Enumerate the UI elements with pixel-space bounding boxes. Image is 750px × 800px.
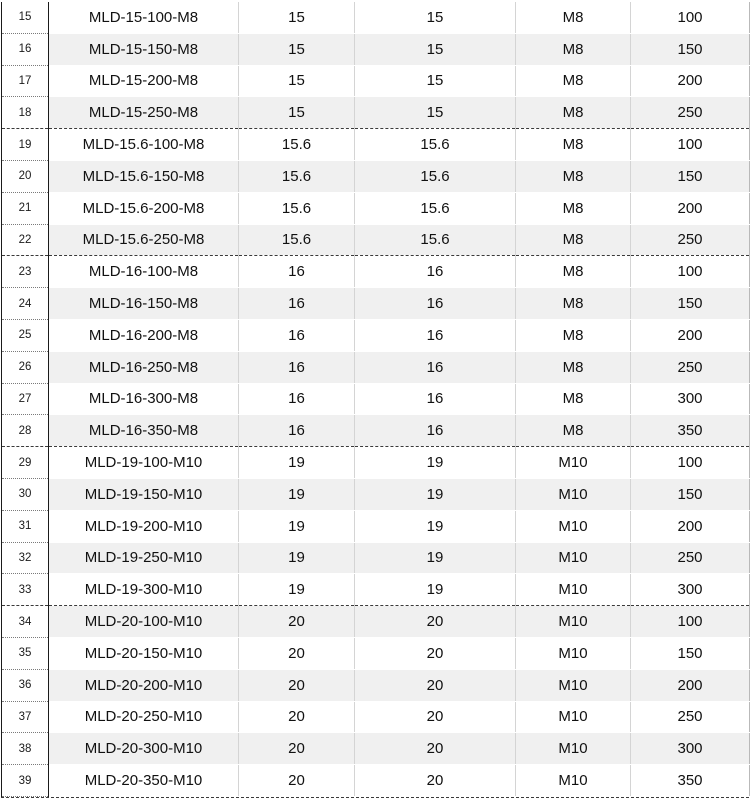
row-number[interactable]: 25 [2,319,49,351]
table-row[interactable] [2,288,750,320]
row-number[interactable]: 29 [2,447,49,479]
cell-model[interactable]: MLD-19-100-M10 [49,447,239,479]
cell-thread[interactable]: M8 [516,33,631,65]
cell-diameter-1[interactable]: 15 [239,33,355,65]
cell-length[interactable]: 350 [631,415,750,447]
cell-thread[interactable]: M8 [516,351,631,383]
cell-length[interactable]: 200 [631,65,750,97]
cell-model[interactable]: MLD-16-300-M8 [49,383,239,415]
cell-diameter-1[interactable]: 15 [239,2,355,33]
cell-thread[interactable]: M10 [516,733,631,765]
row-number[interactable]: 34 [2,606,49,638]
cell-diameter-1[interactable]: 16 [239,319,355,351]
cell-thread[interactable]: M8 [516,160,631,192]
cell-length[interactable]: 300 [631,733,750,765]
cell-diameter-1[interactable]: 16 [239,383,355,415]
table-row[interactable] [2,319,750,351]
cell-thread[interactable]: M10 [516,606,631,638]
cell-diameter-2[interactable]: 16 [355,351,516,383]
cell-model[interactable]: MLD-16-250-M8 [49,351,239,383]
cell-length[interactable]: 350 [631,765,750,797]
cell-diameter-1[interactable]: 15.6 [239,224,355,256]
cell-model[interactable]: MLD-16-150-M8 [49,288,239,320]
cell-length[interactable]: 250 [631,701,750,733]
row-number[interactable]: 28 [2,415,49,447]
cell-thread[interactable]: M8 [516,383,631,415]
table-row[interactable] [2,160,750,192]
table-row[interactable] [2,765,750,797]
cell-model[interactable]: MLD-19-150-M10 [49,478,239,510]
cell-diameter-2[interactable]: 15.6 [355,192,516,224]
cell-length[interactable]: 200 [631,319,750,351]
row-number[interactable]: 20 [2,160,49,192]
cell-diameter-1[interactable]: 20 [239,606,355,638]
cell-thread[interactable]: M8 [516,224,631,256]
cell-length[interactable]: 100 [631,256,750,288]
cell-diameter-1[interactable]: 16 [239,351,355,383]
cell-model[interactable]: MLD-15.6-250-M8 [49,224,239,256]
cell-model[interactable]: MLD-16-100-M8 [49,256,239,288]
row-number[interactable]: 22 [2,224,49,256]
cell-length[interactable]: 150 [631,478,750,510]
row-number[interactable]: 15 [2,2,49,33]
cell-diameter-2[interactable]: 20 [355,733,516,765]
row-number[interactable]: 36 [2,669,49,701]
cell-diameter-2[interactable]: 19 [355,542,516,574]
cell-diameter-1[interactable]: 19 [239,510,355,542]
table-row[interactable] [2,733,750,765]
cell-model[interactable]: MLD-19-300-M10 [49,574,239,606]
cell-diameter-2[interactable]: 15 [355,33,516,65]
cell-thread[interactable]: M10 [516,701,631,733]
cell-length[interactable]: 200 [631,192,750,224]
table-row[interactable] [2,669,750,701]
product-table [1,2,750,797]
cell-diameter-2[interactable]: 19 [355,510,516,542]
row-number[interactable]: 18 [2,97,49,129]
row-number[interactable]: 16 [2,33,49,65]
row-number[interactable]: 23 [2,256,49,288]
cell-diameter-1[interactable]: 20 [239,669,355,701]
row-number[interactable]: 21 [2,192,49,224]
cell-length[interactable]: 250 [631,97,750,129]
cell-thread[interactable]: M8 [516,65,631,97]
row-number[interactable]: 37 [2,701,49,733]
cell-diameter-1[interactable]: 15.6 [239,129,355,161]
cell-model[interactable]: MLD-15.6-200-M8 [49,192,239,224]
table-row[interactable] [2,97,750,129]
cell-diameter-2[interactable]: 15.6 [355,160,516,192]
cell-thread[interactable]: M8 [516,2,631,33]
cell-diameter-1[interactable]: 16 [239,256,355,288]
table-row[interactable] [2,606,750,638]
cell-thread[interactable]: M8 [516,97,631,129]
cell-length[interactable]: 300 [631,383,750,415]
cell-model[interactable]: MLD-15-250-M8 [49,97,239,129]
cell-thread[interactable]: M8 [516,319,631,351]
row-number[interactable]: 33 [2,574,49,606]
table-row[interactable] [2,415,750,447]
table-row[interactable] [2,129,750,161]
cell-model[interactable]: MLD-20-350-M10 [49,765,239,797]
row-number[interactable]: 27 [2,383,49,415]
cell-model[interactable]: MLD-15-100-M8 [49,2,239,33]
cell-diameter-2[interactable]: 20 [355,765,516,797]
cell-diameter-1[interactable]: 19 [239,478,355,510]
cell-model[interactable]: MLD-20-100-M10 [49,606,239,638]
table-body [2,2,750,796]
cell-length[interactable]: 300 [631,574,750,606]
table-row[interactable] [2,2,750,33]
cell-diameter-2[interactable]: 20 [355,669,516,701]
cell-thread[interactable]: M10 [516,765,631,797]
cell-diameter-2[interactable]: 20 [355,606,516,638]
cell-thread[interactable]: M8 [516,129,631,161]
cell-diameter-2[interactable]: 15 [355,97,516,129]
cell-diameter-2[interactable]: 16 [355,256,516,288]
row-number[interactable]: 31 [2,510,49,542]
cell-model[interactable]: MLD-15.6-100-M8 [49,129,239,161]
cell-diameter-1[interactable]: 15 [239,97,355,129]
cell-diameter-1[interactable]: 15.6 [239,160,355,192]
cell-length[interactable]: 250 [631,224,750,256]
cell-length[interactable]: 150 [631,160,750,192]
cell-diameter-1[interactable]: 19 [239,574,355,606]
table-row[interactable] [2,478,750,510]
cell-diameter-1[interactable]: 20 [239,733,355,765]
cell-model[interactable]: MLD-16-200-M8 [49,319,239,351]
cell-thread[interactable]: M10 [516,574,631,606]
row-number[interactable]: 30 [2,478,49,510]
cell-diameter-1[interactable]: 20 [239,701,355,733]
table-row[interactable] [2,256,750,288]
cell-thread[interactable]: M10 [516,542,631,574]
table-row[interactable] [2,192,750,224]
cell-length[interactable]: 250 [631,542,750,574]
cell-diameter-2[interactable]: 16 [355,415,516,447]
table-row[interactable] [2,383,750,415]
table-row[interactable] [2,574,750,606]
cell-model[interactable]: MLD-16-350-M8 [49,415,239,447]
group-separator-bottom [1,797,749,798]
table-row[interactable] [2,447,750,479]
cell-diameter-1[interactable]: 20 [239,765,355,797]
cell-length[interactable]: 150 [631,288,750,320]
cell-thread[interactable]: M8 [516,192,631,224]
cell-length[interactable]: 250 [631,351,750,383]
cell-length[interactable]: 100 [631,447,750,479]
table-row[interactable] [2,65,750,97]
table-row[interactable] [2,351,750,383]
row-number[interactable]: 38 [2,733,49,765]
cell-model[interactable]: MLD-20-200-M10 [49,669,239,701]
cell-diameter-1[interactable]: 20 [239,637,355,669]
cell-length[interactable]: 150 [631,637,750,669]
cell-thread[interactable]: M10 [516,669,631,701]
table-row[interactable] [2,701,750,733]
row-number[interactable]: 39 [2,765,49,797]
cell-thread[interactable]: M8 [516,415,631,447]
cell-length[interactable]: 100 [631,2,750,33]
row-number[interactable]: 26 [2,351,49,383]
cell-model[interactable]: MLD-15-200-M8 [49,65,239,97]
cell-length[interactable]: 200 [631,510,750,542]
cell-diameter-1[interactable]: 15.6 [239,192,355,224]
cell-thread[interactable]: M10 [516,637,631,669]
cell-diameter-2[interactable]: 19 [355,574,516,606]
cell-diameter-2[interactable]: 20 [355,637,516,669]
cell-model[interactable]: MLD-19-250-M10 [49,542,239,574]
table-row[interactable] [2,510,750,542]
table-row[interactable] [2,637,750,669]
cell-length[interactable]: 150 [631,33,750,65]
cell-thread[interactable]: M8 [516,288,631,320]
cell-model[interactable]: MLD-19-200-M10 [49,510,239,542]
cell-model[interactable]: MLD-15-150-M8 [49,33,239,65]
cell-diameter-1[interactable]: 19 [239,542,355,574]
cell-thread[interactable]: M10 [516,447,631,479]
cell-diameter-2[interactable]: 15 [355,65,516,97]
cell-length[interactable]: 100 [631,129,750,161]
cell-diameter-2[interactable]: 19 [355,447,516,479]
cell-diameter-2[interactable]: 19 [355,478,516,510]
cell-thread[interactable]: M8 [516,256,631,288]
cell-model[interactable]: MLD-20-250-M10 [49,701,239,733]
table-row[interactable] [2,33,750,65]
cell-model[interactable]: MLD-20-300-M10 [49,733,239,765]
cell-diameter-2[interactable]: 15.6 [355,224,516,256]
cell-length[interactable]: 100 [631,606,750,638]
cell-diameter-1[interactable]: 16 [239,288,355,320]
cell-diameter-2[interactable]: 15 [355,2,516,33]
cell-diameter-2[interactable]: 16 [355,319,516,351]
table-row[interactable] [2,542,750,574]
cell-length[interactable]: 200 [631,669,750,701]
cell-diameter-2[interactable]: 16 [355,383,516,415]
row-number[interactable]: 32 [2,542,49,574]
cell-thread[interactable]: M10 [516,510,631,542]
cell-model[interactable]: MLD-20-150-M10 [49,637,239,669]
cell-diameter-2[interactable]: 16 [355,288,516,320]
row-number[interactable]: 24 [2,288,49,320]
cell-diameter-1[interactable]: 15 [239,65,355,97]
cell-diameter-1[interactable]: 19 [239,447,355,479]
row-number[interactable]: 17 [2,65,49,97]
cell-thread[interactable]: M10 [516,478,631,510]
cell-diameter-2[interactable]: 20 [355,701,516,733]
table-row[interactable] [2,224,750,256]
cell-diameter-2[interactable]: 15.6 [355,129,516,161]
cell-model[interactable]: MLD-15.6-150-M8 [49,160,239,192]
row-number[interactable]: 19 [2,129,49,161]
row-number[interactable]: 35 [2,637,49,669]
cell-diameter-1[interactable]: 16 [239,415,355,447]
